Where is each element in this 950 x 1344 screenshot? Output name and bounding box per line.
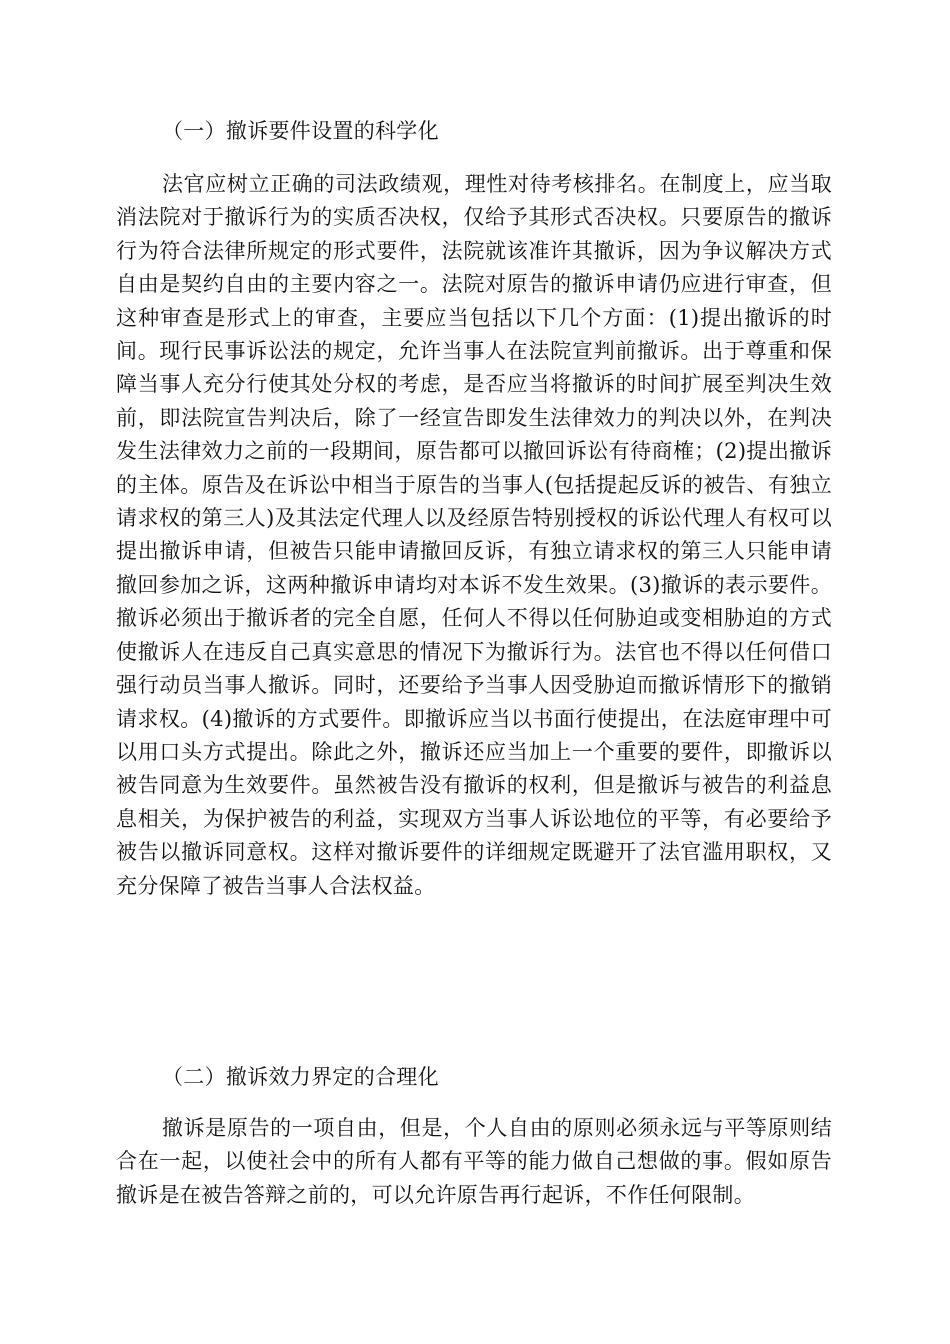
section-heading-1: （一）撤诉要件设置的科学化 <box>162 119 439 143</box>
section-paragraph-2: 撤诉是原告的一项自由，但是，个人自由的原则必须永远与平等原则结合在一起，以使社会中的所有人都有平等的能力做自己想做的事。假如原告撤诉是在被告答辩之前的，可以允许原告再行起诉，不作任何限制。 <box>116 1116 832 1207</box>
section-heading-2: （二）撤诉效力界定的合理化 <box>162 1065 439 1089</box>
section-paragraph-1: 法官应树立正确的司法政绩观，理性对待考核排名。在制度上，应当取消法院对于撤诉行为的实质否决权，仅给予其形式否决权。只要原告的撤诉行为符合法律所规定的形式要件，法院就该准许其撤诉，因为争议解决方式自由是契约自由的主要内容之一。法院对原告的撤诉申请仍应进行审查，但这种审查是形式上的审查，主要应当包括以下几个方面：(1)提出撤诉的时间。现行民事诉讼法的规定，允许当事人在法院宣判前撤诉。出于尊重和保障当事人充分行使其处分权的考虑，是否应当将撤诉的时间扩展至判决生效前，即法院宣告判决后，除了一经宣告即发生法律效力的判决以外，在判决发生法律效力之前的一段期间，原告都可以撤回诉讼有待商榷；(2)提出撤诉的主体。原告及在诉讼中相当于原告的当事人(包括提起反诉的被告、有独立请求权的第三人)及其法定代理人以及经原告特别授权的诉讼代理人有权可以提出撤诉申请，但被告只能申请撤回反诉，有独立请求权的第三人只能申请撤回参加之诉，这两种撤诉申请均对本诉不发生效果。(3)撤诉的表示要件。撤诉必须出于撤诉者的完全自愿，任何人不得以任何胁迫或变相胁迫的方式使撤诉人在违反自己真实意思的情况下为撤诉行为。法官也不得以任何借口强行动员当事人撤诉。同时，还要给予当事人因受胁迫而撤诉情形下的撤销请求权。(4)撤诉的方式要件。即撤诉应当以书面行使提出，在法庭审理中可以用口头方式提出。除此之外，撤诉还应当加上一个重要的要件，即撤诉以被告同意为生效要件。虽然被告没有撤诉的权利，但是撤诉与被告的利益息息相关，为保护被告的利益，实现双方当事人诉讼地位的平等，有必要给予被告以撤诉同意权。这样对撤诉要件的详细规定既避开了法官滥用职权，又充分保障了被告当事人合法权益。 <box>116 172 832 898</box>
